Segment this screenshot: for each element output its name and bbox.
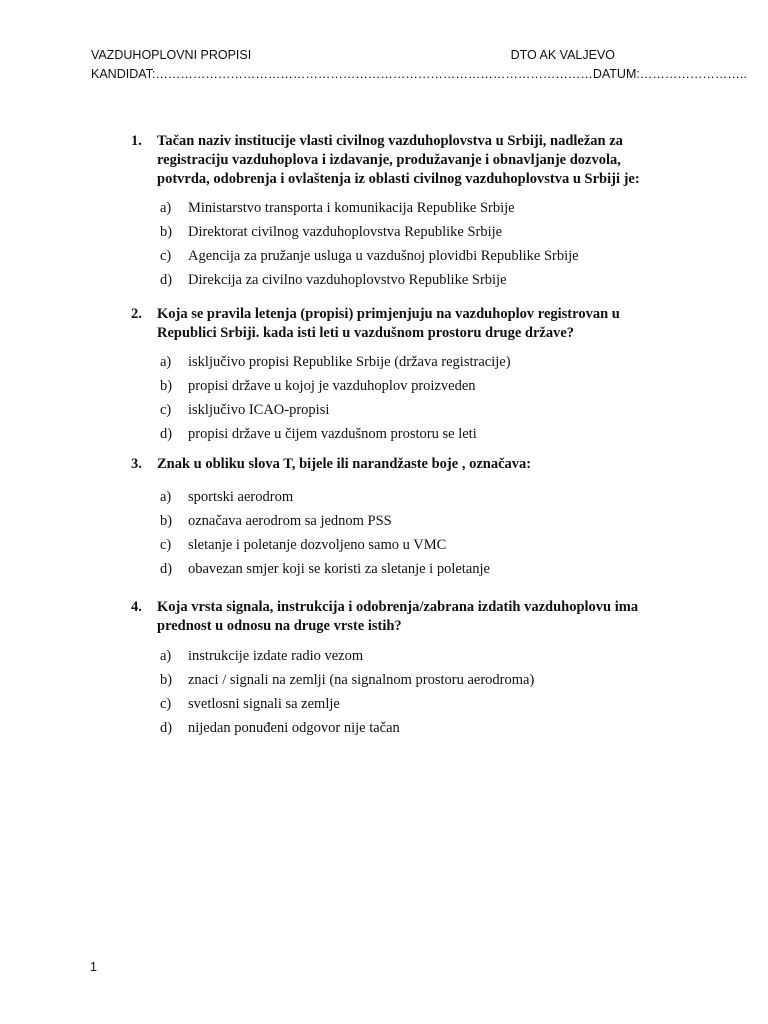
answer-text: propisi države u kojoj je vazduhoplov proizveden xyxy=(188,378,476,394)
answer-option xyxy=(160,350,651,374)
answer-letter: c) xyxy=(160,248,172,264)
answer-letter: b) xyxy=(160,378,173,394)
question-number: 3. xyxy=(131,456,142,472)
answer-letter: a) xyxy=(160,200,172,216)
answer-option xyxy=(160,485,651,509)
answer-letter: c) xyxy=(160,696,172,712)
subject-title: VAZDUHOPLOVNI PROPISI xyxy=(91,48,252,62)
answer-text: označava aerodrom sa jednom PSS xyxy=(188,513,392,529)
answer-option xyxy=(160,692,651,716)
question-heading xyxy=(131,598,651,636)
answer-option xyxy=(160,557,651,581)
candidate-date-fields: KANDIDAT:……………………………………………………………………………………………DATUM:…………………….. xyxy=(91,67,747,81)
question-list xyxy=(131,132,651,740)
question-4 xyxy=(131,598,651,740)
answer-letter: d) xyxy=(160,426,173,442)
answer-text: Direktorat civilnog vazduhoplovstva Republike Srbije xyxy=(188,224,503,240)
answer-option xyxy=(160,668,651,692)
question-2 xyxy=(131,305,651,446)
answer-letter: c) xyxy=(160,402,172,418)
answer-option xyxy=(160,196,651,220)
answer-letter: a) xyxy=(160,354,172,370)
answer-letter: a) xyxy=(160,489,172,505)
question-number: 1. xyxy=(131,133,142,149)
page-header xyxy=(91,46,747,84)
page-number: 1 xyxy=(90,960,97,974)
question-text: Znak u obliku slova T, bijele ili narandžaste boje , označava: xyxy=(157,456,532,472)
question-text: Koja se pravila letenja (propisi) primjenjuju na vazduhoplov registrovan u Republici Srbiji. kada isti leti u vazdušnom prostoru druge države? xyxy=(157,306,620,341)
question-heading xyxy=(131,305,651,343)
answer-list xyxy=(160,350,651,446)
question-3 xyxy=(131,455,651,581)
answer-text: isključivo ICAO-propisi xyxy=(188,402,330,418)
answer-text: Ministarstvo transporta i komunikacija Republike Srbije xyxy=(188,200,515,216)
answer-list xyxy=(160,196,651,292)
question-number: 2. xyxy=(131,306,142,322)
question-heading xyxy=(131,132,651,189)
header-title-row xyxy=(91,46,651,65)
answer-list xyxy=(160,485,651,581)
answer-text: propisi države u čijem vazdušnom prostoru se leti xyxy=(188,426,477,442)
answer-text: znaci / signali na zemlji (na signalnom prostoru aerodroma) xyxy=(188,672,535,688)
answer-option xyxy=(160,422,651,446)
answer-text: nijedan ponuđeni odgovor nije tačan xyxy=(188,720,400,736)
answer-option xyxy=(160,398,651,422)
answer-letter: d) xyxy=(160,272,173,288)
school-title: DTO AK VALJEVO xyxy=(510,48,615,62)
answer-option xyxy=(160,374,651,398)
answer-option xyxy=(160,716,651,740)
answer-letter: d) xyxy=(160,561,173,577)
candidate-date-line xyxy=(91,65,747,84)
answer-option xyxy=(160,644,651,668)
answer-option xyxy=(160,533,651,557)
answer-text: svetlosni signali sa zemlje xyxy=(188,696,340,712)
answer-text: obavezan smjer koji se koristi za sletanje i poletanje xyxy=(188,561,490,577)
answer-letter: a) xyxy=(160,648,172,664)
answer-text: isključivo propisi Republike Srbije (država registracije) xyxy=(188,354,511,370)
answer-option xyxy=(160,220,651,244)
answer-option xyxy=(160,509,651,533)
answer-letter: c) xyxy=(160,537,172,553)
question-text: Koja vrsta signala, instrukcija i odobrenja/zabrana izdatih vazduhoplovu ima prednost u odnosu na druge vrste istih? xyxy=(157,599,639,634)
answer-option xyxy=(160,268,651,292)
answer-text: instrukcije izdate radio vezom xyxy=(188,648,364,664)
question-number: 4. xyxy=(131,599,142,615)
question-heading xyxy=(131,455,651,474)
question-1 xyxy=(131,132,651,292)
answer-letter: b) xyxy=(160,224,173,240)
answer-letter: b) xyxy=(160,513,173,529)
answer-text: sletanje i poletanje dozvoljeno samo u VMC xyxy=(188,537,447,553)
answer-letter: d) xyxy=(160,720,173,736)
answer-option xyxy=(160,244,651,268)
answer-text: Direkcija za civilno vazduhoplovstvo Republike Srbije xyxy=(188,272,507,288)
answer-text: sportski aerodrom xyxy=(188,489,294,505)
answer-list xyxy=(160,644,651,740)
answer-letter: b) xyxy=(160,672,173,688)
answer-text: Agencija za pružanje usluga u vazdušnoj plovidbi Republike Srbije xyxy=(188,248,579,264)
question-text: Tačan naziv institucije vlasti civilnog vazduhoplovstva u Srbiji, nadležan za registraciju vazduhoplova i izdavanje, produžavanje i obnavljanje dozvola, potvrda, odobrenja i ovlaštenja iz oblasti civilnog vazduhoplovstva u Srbiji je: xyxy=(157,133,640,187)
